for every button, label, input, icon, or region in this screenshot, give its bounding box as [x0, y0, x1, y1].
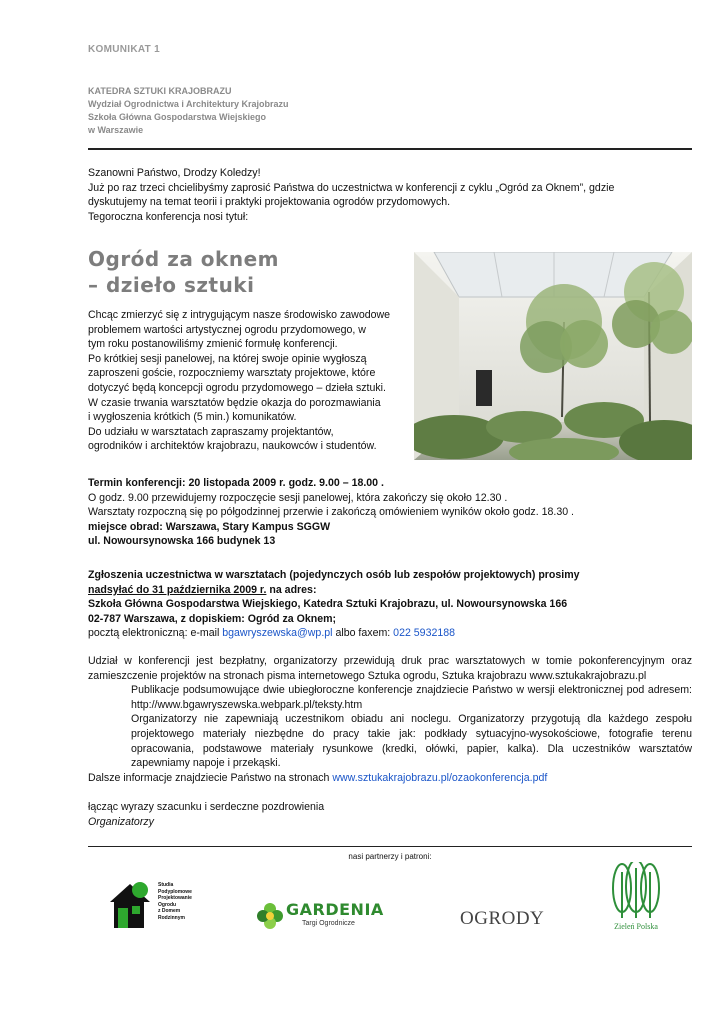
- description-line: dotyczyć będą koncepcji ogrodu przydomowego – dzieła sztuki.: [88, 381, 386, 394]
- intro-line: dyskutujemy na temat teorii i praktyki projektowania ogrodów przydomowych.: [88, 196, 451, 209]
- conference-title: [88, 246, 279, 298]
- registration-line: Zgłoszenia uczestnictwa w warsztatach (pojedynczych osób lub zespołów projektowych) prosimy: [88, 569, 580, 581]
- zielen-polska-logo: [608, 862, 664, 936]
- greeting: Szanowni Państwo, Drodzy Koledzy!: [88, 167, 261, 179]
- title-line-2: – dzieło sztuki: [88, 273, 255, 297]
- registration-deadline-line: [88, 583, 692, 598]
- publications-paragraph: [88, 683, 692, 712]
- description-line: zaproszeni goście, rozpoczniemy warsztaty projektowe, które: [88, 367, 376, 380]
- university-line: Szkoła Główna Gospodarstwa Wiejskiego: [88, 112, 266, 122]
- email-link[interactable]: bgawryszewska@wp.pl: [222, 627, 333, 640]
- description-block: [88, 308, 406, 454]
- document-label: KOMUNIKAT 1: [88, 44, 161, 55]
- email-prefix: pocztą elektroniczną: e-mail: [88, 627, 223, 640]
- footer-divider: [88, 846, 692, 847]
- header-divider: [88, 148, 692, 150]
- description-line: tym roku postanowiliśmy zmienić formułę konferencji.: [88, 338, 338, 351]
- schedule-line: O godz. 9.00 przewidujemy rozpoczęcie sesji panelowej, która zakończy się około 12.30 .: [88, 491, 508, 504]
- studia-line: Ogrodu: [158, 901, 177, 908]
- flower-icon: [256, 902, 284, 930]
- info-block: [88, 654, 692, 785]
- more-info-prefix: Dalsze informacje znajdziecie Państwo na stronach: [88, 771, 333, 784]
- studia-podyplomowe-logo: [106, 880, 206, 932]
- registration-block: [88, 568, 692, 641]
- info-paragraph: Udział w konferencji jest bezpłatny, organizatorzy przewidują druk prac warsztatowych w tomie pokonferencyjnym oraz zamieszczenie projektów na stronach pisma internetowego Sztuka ogrodu, Sztuka krajobrazu www.sztukakrajobrazu.pl: [88, 655, 692, 682]
- fax-prefix: albo faxem:: [332, 627, 394, 640]
- fax-number: 022 5932188: [393, 627, 456, 640]
- registration-deadline-tail: na adres:: [266, 583, 317, 596]
- organization-paragraph: [88, 712, 692, 770]
- postal-address: Szkoła Główna Gospodarstwa Wiejskiego, Katedra Sztuki Krajobrazu, ul. Nowoursynowska 166: [88, 598, 568, 611]
- studia-line: Rodzinnym: [158, 914, 185, 921]
- description-line: Do udziału w warsztatach zapraszamy projektantów,: [88, 425, 334, 438]
- closing-block: [88, 800, 692, 829]
- more-info-link[interactable]: www.sztukakrajobrazu.pl/ozaokonferencja.pdf: [332, 771, 548, 784]
- venue-line: miejsce obrad: Warszawa, Stary Kampus SGGW: [88, 520, 331, 533]
- description-line: W czasie trwania warsztatów będzie okazja do porozmawiania: [88, 396, 381, 409]
- signature: Organizatorzy: [88, 815, 154, 828]
- garden-photo: [414, 252, 692, 460]
- department-block: [88, 85, 289, 137]
- description-line: ogrodników i architektów krajobrazu, naukowców i studentów.: [88, 440, 377, 453]
- department-line: KATEDRA SZTUKI KRAJOBRAZU: [88, 86, 232, 96]
- conference-date: Termin konferencji: 20 listopada 2009 r. godz. 9.00 – 18.00 .: [88, 477, 384, 489]
- studia-text: [158, 882, 192, 921]
- studia-line: Projektowanie: [158, 895, 192, 901]
- intro-line: Tegoroczna konferencja nosi tytuł:: [88, 210, 249, 223]
- intro-line: Już po raz trzeci chcielibyśmy zaprosić Państwa do uczestnictwa w konferencji z cyklu „Ogród za Oknem”, gdzie: [88, 181, 615, 194]
- more-info-line: [88, 771, 692, 786]
- venue-address: ul. Nowoursynowska 166 budynek 13: [88, 535, 276, 548]
- zielen-polska-name: Zieleń Polska: [614, 922, 658, 931]
- schedule-block: [88, 476, 692, 549]
- registration-deadline: nadsyłać do 31 października 2009 r.: [88, 583, 267, 596]
- closing-greeting: łącząc wyrazy szacunku i serdeczne pozdrowienia: [88, 801, 325, 813]
- description-line: i wygłoszenia krótkich (5 min.) komunikatów.: [88, 411, 297, 424]
- city-line: w Warszawie: [88, 125, 144, 135]
- faculty-line: Wydział Ogrodnictwa i Architektury Krajobrazu: [88, 99, 289, 109]
- intro-block: [88, 166, 692, 224]
- studia-line: Studia: [158, 882, 174, 888]
- postal-address-city: 02-787 Warszawa, z dopiskiem: Ogród za Oknem;: [88, 612, 337, 625]
- schedule-line: Warsztaty rozpoczną się po półgodzinnej przerwie i zakończą omówieniem wyników około godz. 18.30 .: [88, 506, 574, 519]
- contact-line: [88, 626, 692, 641]
- partners-label: nasi partnerzy i patroni:: [348, 852, 432, 861]
- trees-icon: [608, 862, 664, 920]
- gardenia-subtitle: Targi Ogrodnicze: [302, 920, 355, 927]
- organization-text: Organizatorzy nie zapewniają uczestnikom obiadu ani noclegu. Organizatorzy przygotują dla każdego zespołu projektowego materiały niezbędne do pracy takie jak: podkłady sytuacyjno-wysokościowe, fotografie terenu opracowania, podstawowe materiały rysunkowe (kredki, ołówki, papier, kalka). Dla uczestników warsztatów zapewniamy napoje i przekąski.: [131, 713, 692, 770]
- studia-line: z Domem: [158, 908, 181, 914]
- publications-text: Publikacje podsumowujące dwie ubiegłoroczne konferencje znajdziecie Państwo w wersji elektronicznej pod adresem: http://www.bgawryszewska.webpark.pl/teksty.htm: [131, 684, 692, 711]
- gardenia-logo: [256, 900, 406, 934]
- ogrody-logo: OGRODY: [460, 908, 545, 929]
- studia-line: Podyplomowe: [158, 888, 192, 895]
- description-line: Po krótkiej sesji panelowej, na której swoje opinie wygłoszą: [88, 352, 367, 365]
- title-line-1: Ogród za oknem: [88, 247, 279, 271]
- description-line: Chcąc zmierzyć się z intrygującym nasze środowisko zawodowe: [88, 309, 391, 321]
- house-icon: [106, 880, 156, 932]
- gardenia-name: GARDENIA: [286, 900, 384, 919]
- description-line: problemem wartości artystycznej ogrodu przydomowego, w: [88, 323, 366, 336]
